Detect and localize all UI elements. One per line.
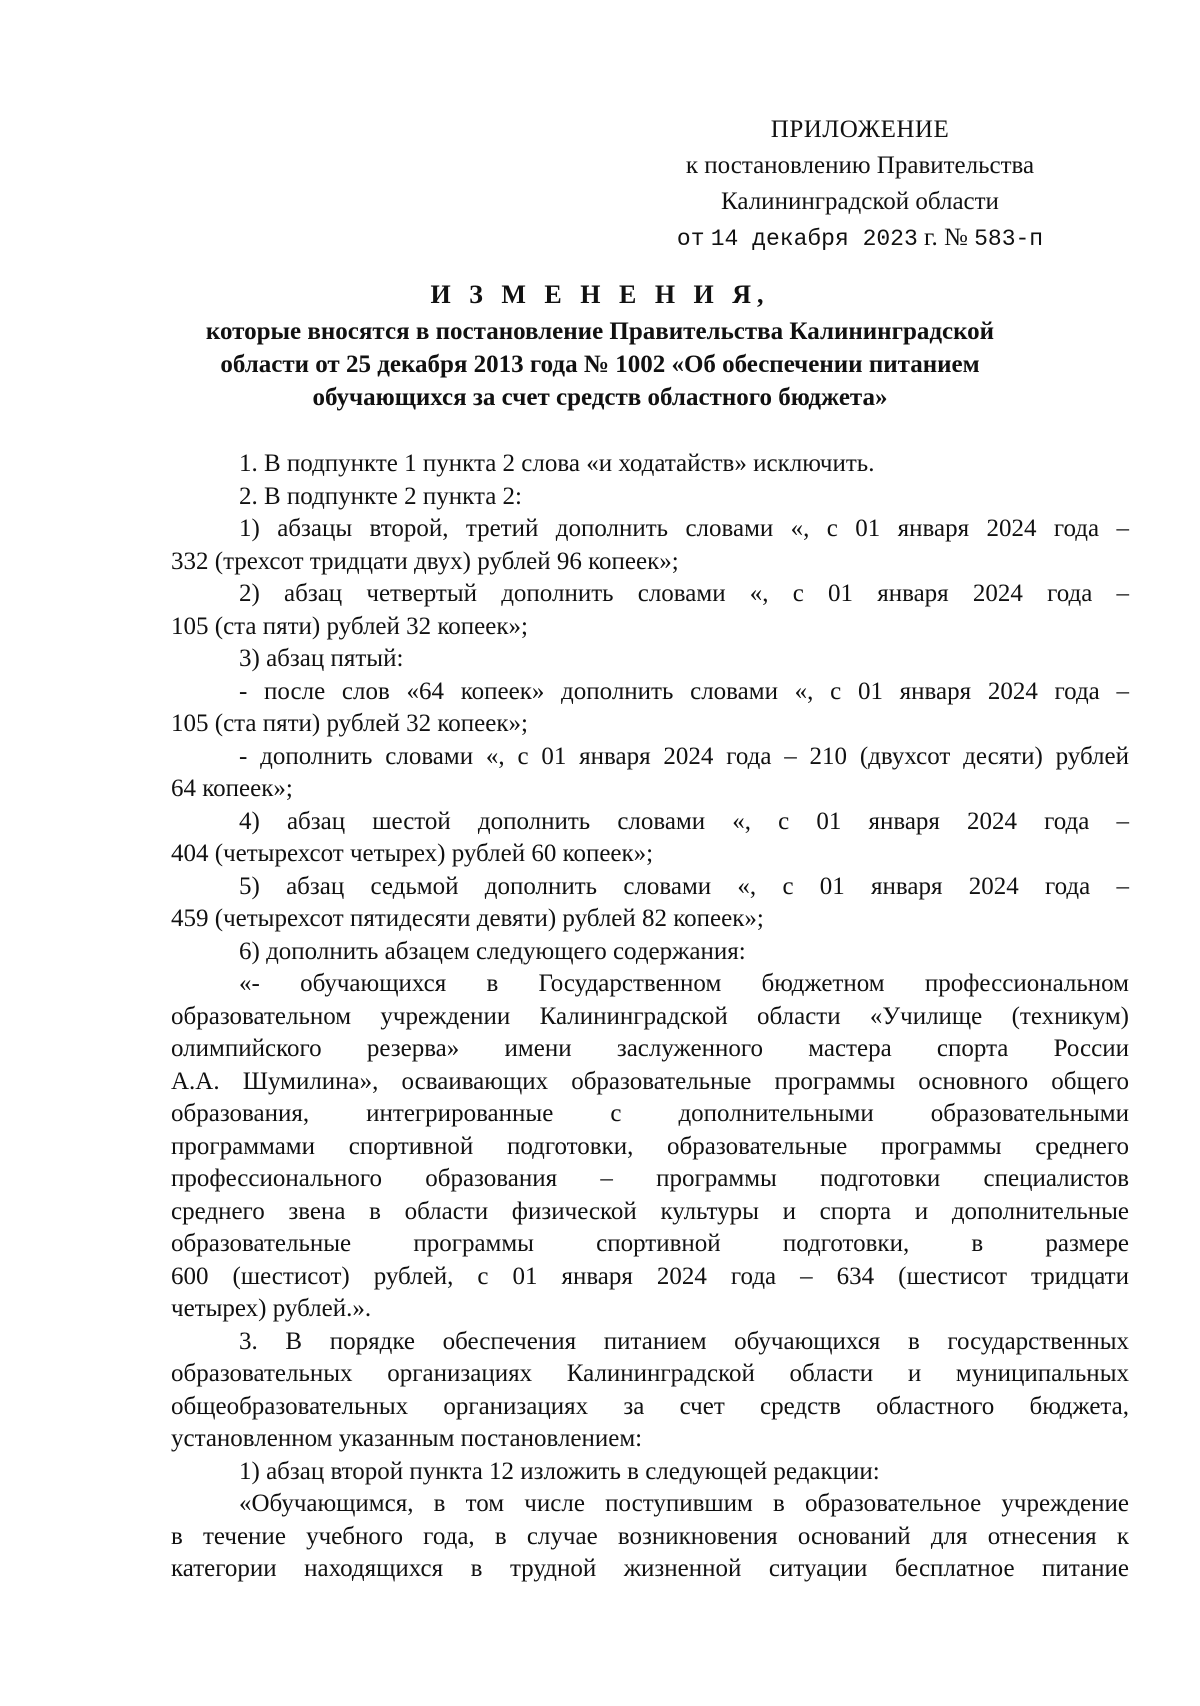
appendix-block — [650, 112, 1070, 257]
heading-line: которые вносятся в постановление Правительства Калининградской — [205, 318, 995, 345]
text-line: 1) абзац второй пункта 12 изложить в следующей редакции: — [239, 1457, 880, 1485]
date-suffix: г. № — [924, 224, 968, 251]
text-line: профессионального образования – программы подготовки специалистов — [171, 1165, 1129, 1192]
text-line: общеобразовательных организациях за счет средств областного бюджета, — [171, 1392, 1129, 1420]
text-line: 1. В подпункте 1 пункта 2 слова «и ходатайств» исключить. — [239, 450, 875, 477]
text-line: 2. В подпункте 2 пункта 2: — [239, 482, 522, 510]
appendix-date-line — [650, 220, 1070, 257]
text-line: 6) дополнить абзацем следующего содержания: — [239, 937, 746, 965]
text-line: 404 (четырехсот четырех) рублей 60 копеек»; — [171, 840, 654, 867]
text-line: образования, интегрированные с дополнительными образовательными — [171, 1100, 1129, 1127]
text-line: 3. В порядке обеспечения питанием обучающихся в государственных — [239, 1327, 1129, 1355]
appendix-line: к постановлению Правительства — [685, 152, 1035, 179]
text-line: установленном указанным постановлением: — [171, 1425, 643, 1452]
text-line: категории находящихся в трудной жизненной ситуации бесплатное питание — [171, 1555, 1129, 1582]
text-line: 105 (ста пяти) рублей 32 копеек»; — [171, 612, 528, 640]
document-body — [171, 448, 1129, 1586]
text-line: 1) абзацы второй, третий дополнить словами «, с 01 января 2024 года – — [239, 515, 1129, 542]
appendix-title: ПРИЛОЖЕНИЕ — [770, 116, 950, 143]
document-number: 583-п — [974, 226, 1044, 252]
text-line: в течение учебного года, в случае возникновения оснований для отнесения к — [171, 1522, 1129, 1550]
text-line: среднего звена в области физической культуры и спорта и дополнительные — [171, 1197, 1129, 1225]
text-line: образовательных организациях Калининградской области и муниципальных — [171, 1360, 1129, 1387]
text-line: программами спортивной подготовки, образовательные программы среднего — [171, 1132, 1129, 1160]
text-line: 105 (ста пяти) рублей 32 копеек»; — [171, 710, 528, 737]
text-line: А.А. Шумилина», осваивающих образовательные программы основного общего — [171, 1067, 1129, 1095]
date-prefix: от — [676, 226, 705, 252]
text-line: образовательном учреждении Калининградской области «Училище (техникум) — [171, 1002, 1129, 1030]
appendix-line: Калининградской области — [721, 188, 999, 215]
text-line: 2) абзац четвертый дополнить словами «, с 01 января 2024 года – — [239, 580, 1129, 607]
document-heading — [150, 278, 1050, 414]
text-line: 3) абзац пятый: — [239, 645, 404, 672]
text-line: - после слов «64 копеек» дополнить словами «, с 01 января 2024 года – — [239, 677, 1129, 705]
text-line: «- обучающихся в Государственном бюджетном профессиональном — [239, 970, 1129, 997]
date-value: 14 декабря 2023 — [710, 226, 918, 252]
heading-line: области от 25 декабря 2013 года № 1002 «Об обеспечении питанием — [220, 351, 980, 378]
text-line: образовательные программы спортивной подготовки, в размере — [171, 1230, 1129, 1257]
text-line: 332 (трехсот тридцати двух) рублей 96 копеек»; — [171, 547, 679, 575]
heading-line: обучающихся за счет средств областного бюджета» — [312, 384, 888, 411]
text-line: 64 копеек»; — [171, 775, 293, 802]
text-line: 4) абзац шестой дополнить словами «, с 01 января 2024 года – — [239, 807, 1129, 835]
text-line: «Обучающимся, в том числе поступившим в образовательное учреждение — [239, 1490, 1129, 1517]
heading-title: И З М Е Н Е Н И Я, — [430, 280, 770, 309]
text-line: 459 (четырехсот пятидесяти девяти) рублей 82 копеек»; — [171, 905, 764, 932]
text-line: четырех) рублей.». — [171, 1295, 372, 1322]
text-line: 600 (шестисот) рублей, с 01 января 2024 года – 634 (шестисот тридцати — [171, 1262, 1129, 1290]
text-line: олимпийского резерва» имени заслуженного мастера спорта России — [171, 1035, 1129, 1062]
text-line: 5) абзац седьмой дополнить словами «, с 01 января 2024 года – — [239, 872, 1129, 900]
text-line: - дополнить словами «, с 01 января 2024 года – 210 (двухсот десяти) рублей — [239, 742, 1129, 770]
